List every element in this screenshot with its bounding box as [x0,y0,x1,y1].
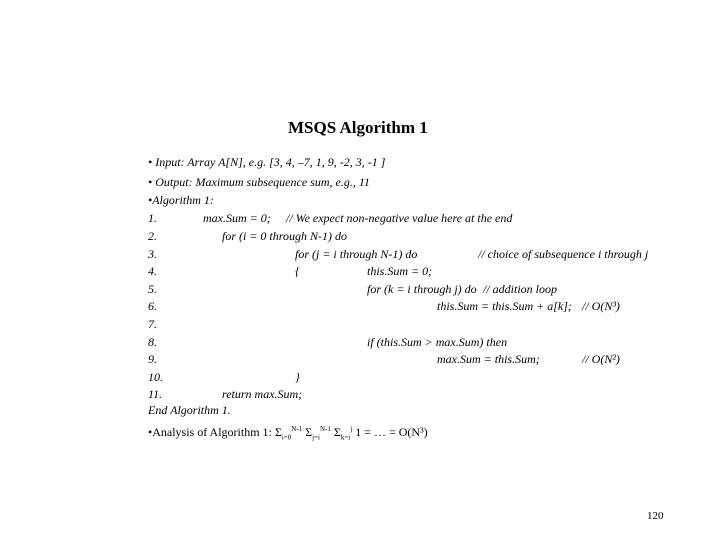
step-1-code: max.Sum = 0; [203,211,271,225]
step-11-number: 11. [148,387,163,401]
analysis-line [148,425,428,441]
page-number: 120 [647,510,664,522]
sum1-upper: N-1 [291,425,303,433]
algorithm-label: •Algorithm 1: [148,193,214,207]
step-4-open-brace: { [295,264,300,278]
sum2-lower: j=i [312,433,320,442]
sigma-icon: Σ [305,425,313,439]
step-6-number: 6. [148,299,157,313]
step-2-number: 2. [148,229,157,243]
end-algorithm-line: End Algorithm 1. [148,403,231,417]
step-5-number: 5. [148,282,157,296]
step-1-number: 1. [148,211,157,225]
output-line: • Output: Maximum subsequence sum, e.g., 11 [148,175,370,189]
sum3-lower: k=i [340,433,351,442]
step-3-number: 3. [148,247,157,261]
slide-title: MSQS Algorithm 1 [288,118,428,137]
analysis-prefix: •Analysis of Algorithm 1: [148,425,272,439]
step-10-close-brace: } [295,370,300,384]
step-8-number: 8. [148,335,157,349]
step-2-code: for (i = 0 through N-1) do [222,229,347,243]
step-4-code: this.Sum = 0; [367,264,433,278]
sigma-icon: Σ [274,425,282,439]
step-3-comment: // choice of subsequence i through j [478,247,649,261]
input-line: • Input: Array A[N], e.g. [3, 4, –7, 1, 9, -2, 3, -1 ] [148,155,386,169]
sum1-lower: i=0 [281,433,292,442]
step-10-number: 10. [148,370,163,384]
sum3-upper: j [350,425,353,433]
sigma-icon: Σ [333,425,341,439]
step-5-code: for (k = i through j) do [367,282,477,296]
step-1-comment: // We expect non-negative value here at the end [286,211,513,225]
sum2-upper: N-1 [319,425,331,433]
analysis-suffix: 1 = … = O(N³) [355,425,428,439]
step-8-code: if (this.Sum > max.Sum) then [367,335,508,349]
step-9-comment: // O(N²) [582,352,620,366]
step-6-comment: // O(N³) [582,299,620,313]
step-5-comment: // addition loop [483,282,558,296]
step-11-code: return max.Sum; [222,387,303,401]
step-6-code: this.Sum = this.Sum + a[k]; [437,299,572,313]
step-9-code: max.Sum = this.Sum; [437,352,540,366]
step-4-number: 4. [148,264,157,278]
step-3-code: for (j = i through N-1) do [295,247,418,261]
step-7-number: 7. [148,317,157,331]
step-9-number: 9. [148,352,157,366]
